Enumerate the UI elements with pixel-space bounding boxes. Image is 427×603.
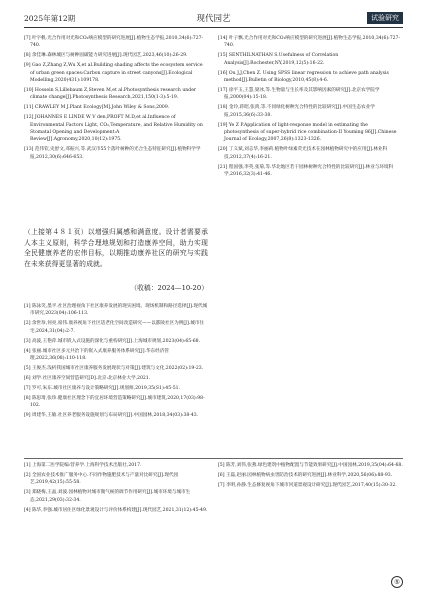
reference-item: [7] 叶字帆.光合作用对光和CO₂响应模型的研究进展[J].植物生态学报,2010,34(6):727-740. <box>24 36 204 49</box>
page-number <box>391 576 403 588</box>
reference-item: [15] SENTHILNATHAN S.Usefulness of Correlation Analysis[J].Rochester,NY,2019,12(5):16-22. <box>218 53 339 66</box>
reference-item: [12] JOHANNES E LINDE W V den,PROFT M.D,et al.Influence of Environmental Factors Light, CO₂,Temperature, and Relative Humidity on Stomatal Opening and Development:A Review[J].Agronomy,2020,10(12):1975. <box>24 115 203 143</box>
reference-item: [19] Ye Z P.Application of light-response model in estimating the photosynthesis of super-hybrid rice combination-II Youming 86[J].Chinese Journal of Ecology,2007,26(8):1323-1326. <box>218 122 397 143</box>
reference-item: [10] Hossein S,Lillebaum Z,Steven M,et al.Photosynthesis research under climate change[J].Photosynthesis Research,2021,150(1-3):5-19. <box>24 87 197 101</box>
reference-item: [1] 陈泳笑,墨平.社区治理视角下社区康养发展的现实困境、现场机制和路径选择[J].现代城市研究,2023(04):106-113. <box>24 304 208 317</box>
reference-item: [18] 金玲,蒋昭,张鸿,等.不同绿化树种光合特性的比较研究[J].中国生态农业学报,2015,36(6):33-38. <box>218 105 375 118</box>
reference-item: [17] 徐平玉,王慧,梁冰,等.生物量与生长率及其影响因素的研究[J].北京农学院学报,2000(04):15-18. <box>218 87 380 101</box>
running-header <box>24 12 403 26</box>
reference-item: [16] Ou J,J,Chen Z. Using SPSS linear regression to achieve path analysis method[J].Bulletin of Biology,2010,45(8):4-6. <box>218 70 389 84</box>
reference-item: [7] 李明,孙静.生态修复视角下城市河道景观设计研究[J].现代园艺,2017,40(15):30-32. <box>218 482 397 488</box>
reference-item: [14] 叶子飘.光合作用对光和CO₂响应模型的研究进展[J].植物生态学报,2010,34(6):727-740. <box>218 36 401 49</box>
reference-item: [4] 张丽.城市社区多元共治下的嵌入式康养服务体系研究[J].华东经济管理,2022,36(08):110-118. <box>24 348 169 361</box>
header-divider <box>24 27 403 28</box>
references-bottom-right <box>218 462 403 489</box>
page-number-label: ⑤ <box>391 576 403 588</box>
reference-item: [5] 王俊杰.浅析我国城市社区康养服务发展现状与对策[J].建筑与文化,2022(02):19-23. <box>24 365 204 371</box>
reference-item: [11] CRAWLEY M J.Plant Ecology[M].John Wiley & Sons,2009. <box>24 105 170 111</box>
reference-item: [8] 陈思琦,张珍.健康社区理念下的宜居环境营造策略研究[J].城市建筑,2020,17(03):98-102. <box>24 395 205 408</box>
reference-item: [3] 郑晓梅,王晶,刘波.园林植物对城市微气候的调节作用研究[J].城市环境与城市生态,2021,29(03):32-34. <box>24 490 191 503</box>
journal-title: 现代园艺 <box>196 14 231 24</box>
reference-item: [9] 周建华,王敏.社区养老服务设施规划与布局研究[J].中国园林,2018,34(03):38-43. <box>24 412 199 418</box>
reference-item: [3] 高波,王艳萍.城市嵌入式设施的深化与重构研究[J].上海城市规划,2023(04):65-68. <box>24 338 201 344</box>
references-right-column <box>218 35 403 178</box>
reference-item: [13] 范伟钦,史舒文,邓振兴,等.武汉市55个落叶树种的光合生态特征研究[J].植物科学学报,2012,30(6):646-653. <box>24 147 201 160</box>
reference-item: [4] 陈华,李强.城市居住区绿化景观设计与评价体系构建[J].现代园艺,2021,31(12):45-49. <box>24 507 208 513</box>
references-left-middle <box>24 303 208 419</box>
references-left-top <box>24 35 208 161</box>
reference-item: [2] 余世珍,何亮,席伟.康养视角下社区适老化空间改造研究——以都陵社区为例[J].城市住宅,2024,31(04):2-7. <box>24 321 205 334</box>
continued-text: （上接第４８１页）以增强归属感和满意度。设计者需要承人本主义原则，科学合理地规划和打造康养空间，助力实现全民健康养老的宏伟目标，以期推动康养社区的研究与实践在未来获得更显著的成就。 <box>24 228 208 268</box>
reference-item: [6] 刘学.社区康养空间营造研究[D].北京:北京林业大学,2021. <box>24 375 151 381</box>
reference-item: [8] 余佳琳.森林城区与树种固碳能力研究进展[J].现代园艺,2023,46(10):26-29. <box>24 53 188 59</box>
reference-item: [6] 王磊,赵丽.园林植物病虫害防治技术的研究进展[J].林业科学,2020,56(06):88-93. <box>218 472 393 478</box>
received-date: （收稿：2024—10-20） <box>130 284 208 292</box>
references-bottom-left <box>24 462 208 514</box>
reference-item: [1] 上海第二医学院编:营养学.上海科学技术出版社,2017. <box>24 463 142 468</box>
reference-item: [7] 罗可,朱东.城市社区康养与设计策略研究[J].规划师,2019,35(S1):45-51. <box>24 385 181 391</box>
reference-item: [5] 陈芳,刘伟,张燕.绿色建筑中植物配置与节能效果研究[J].中国园林,2019,35(04):64-68. <box>218 463 403 468</box>
reference-item: [2] 全国农业技术推广服务中心.不同作物施肥技术与产量对比研究[J].现代园艺,2019,42(15):55-58. <box>24 472 179 486</box>
reference-item: [9] Gao Z,Zhang Z,Wu X,et al.Building shading affects the ecosystem service of urban green spaces:Carbon capture in street canyons[J].Ecological Modelling,2020(431):109178. <box>24 63 203 84</box>
section-badge: 试验研究 <box>367 12 403 24</box>
issue-label: 2025年第12期 <box>24 14 76 23</box>
reference-item: [21] 程国强,李英,张菊,等.华北地区若干园林树种光合特性的比较研究[J].林业与环境科学,2016,32(3):41-46. <box>218 164 394 177</box>
section-divider <box>24 458 403 459</box>
reference-item: [20] 丁义斌,刘志华,李丽莉.植物叶绿素荧光技术在园林植物研究中的应用[J].林业科技,2012,37(4):16-21. <box>218 147 388 160</box>
